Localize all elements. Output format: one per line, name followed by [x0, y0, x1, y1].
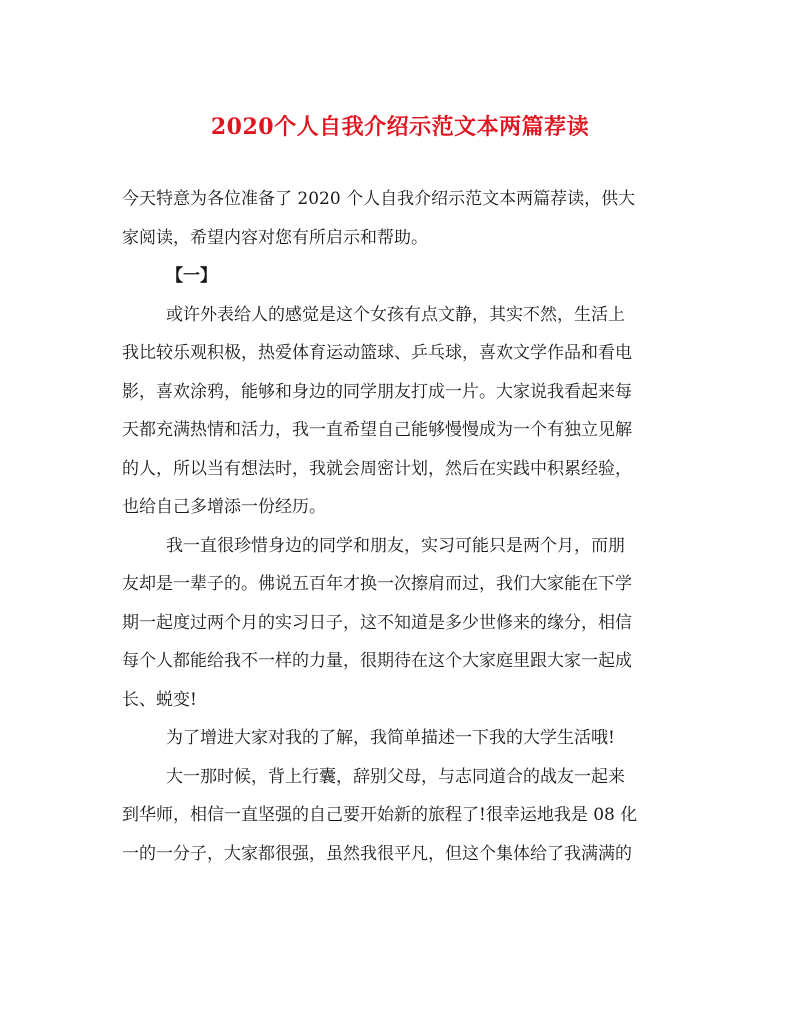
- paragraph-line: 今天特意为各位准备了 2020 个人自我介绍示范文本两篇荐读，供大: [122, 189, 636, 209]
- document-body: [122, 180, 670, 873]
- paragraph-line: 友却是一辈子的。佛说五百年才换一次擦肩而过，我们大家能在下学: [122, 574, 632, 594]
- section-heading: [122, 257, 670, 296]
- document-title: 2020个人自我介绍示范文本两篇荐读: [210, 114, 590, 140]
- paragraph-line: 我比较乐观积极，热爱体育运动篮球、乒乓球，喜欢文学作品和看电: [122, 343, 632, 363]
- paragraph-line: 天都充满热情和活力，我一直希望自己能够慢慢成为一个有独立见解: [122, 420, 632, 440]
- body-paragraph: [122, 296, 670, 527]
- paragraph-line: 到华师，相信一直坚强的自己要开始新的旅程了!很幸运地我是 08 化: [122, 805, 638, 825]
- paragraph-line: 我一直很珍惜身边的同学和朋友，实习可能只是两个月，而朋: [166, 535, 625, 556]
- paragraph-line: 期一起度过两个月的实习日子，这不知道是多少世修来的缘分，相信: [122, 612, 632, 633]
- paragraph-line: 长、蜕变!: [122, 689, 197, 710]
- paragraph-line: 每个人都能给我不一样的力量，很期待在这个大家庭里跟大家一起成: [122, 651, 632, 671]
- paragraph-line: 也给自己多增添一份经历。: [122, 497, 326, 517]
- body-paragraph: [122, 719, 670, 758]
- body-paragraph: [122, 758, 670, 874]
- paragraph-line: 一的一分子，大家都很强，虽然我很平凡，但这个集体给了我满满的: [122, 843, 632, 864]
- paragraph-line: 为了增进大家对我的了解，我简单描述一下我的大学生活哦!: [166, 728, 615, 748]
- paragraph-line: 的人，所以当有想法时，我就会周密计划，然后在实践中积累经验，: [122, 458, 632, 479]
- paragraph-line: 大一那时候，背上行囊，辞别父母，与志同道合的战友一起来: [166, 766, 625, 787]
- intro-paragraph: [122, 180, 670, 257]
- paragraph-line: 或许外表给人的感觉是这个女孩有点文静，其实不然，生活上: [166, 304, 625, 325]
- section-heading-label: 【一】: [166, 266, 217, 286]
- paragraph-line: 影，喜欢涂鸦，能够和身边的同学朋友打成一片。大家说我看起来每: [122, 381, 632, 402]
- paragraph-line: 家阅读，希望内容对您有所启示和帮助。: [122, 227, 428, 248]
- body-paragraph: [122, 527, 670, 720]
